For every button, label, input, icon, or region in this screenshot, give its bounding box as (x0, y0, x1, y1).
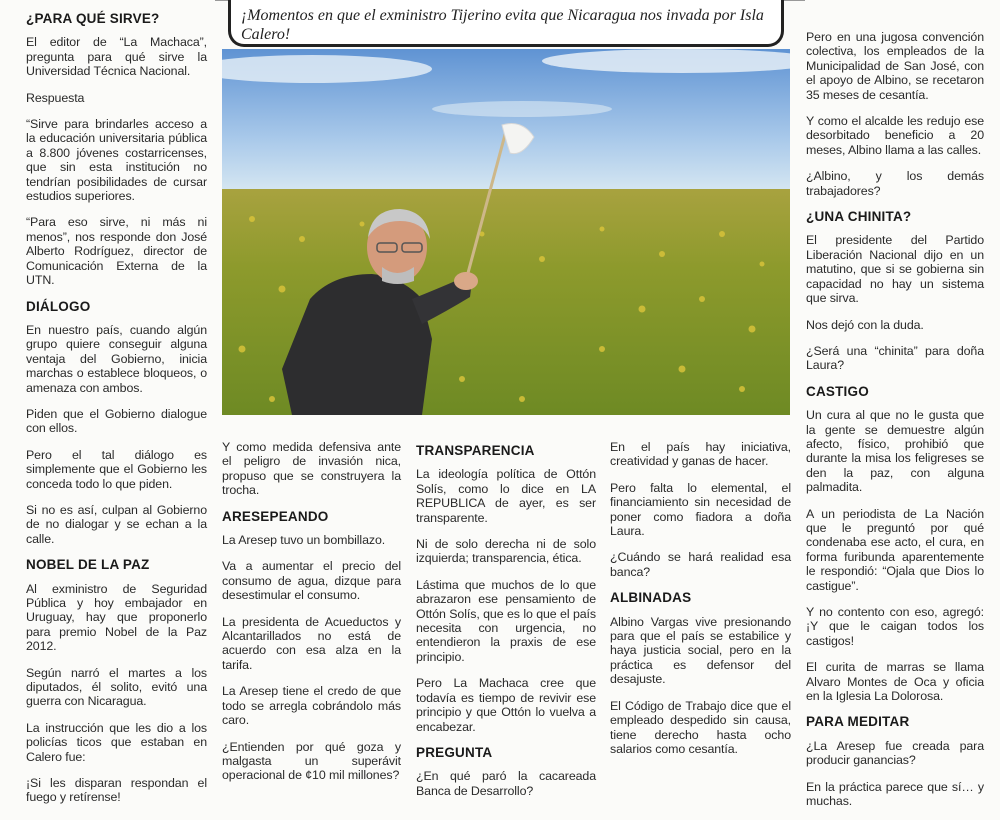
paragraph: En la práctica parece que sí… y muchas. (806, 779, 984, 809)
paragraph: Lástima que muchos de lo que abrazaron ese pensamiento de Ottón Solís, que es lo que el país necesita con urgencia, no entendieron la praxis de ese principio. (416, 577, 596, 664)
section-heading: PARA MEDITAR (806, 714, 910, 730)
paragraph: ¿Entienden por qué goza y malgasta un superávit operacional de ¢10 mil millones? (222, 739, 401, 783)
paragraph: Según narró el martes a los diputados, él solito, evitó una guerra con Nicaragua. (26, 665, 207, 709)
paragraph: En nuestro país, cuando algún grupo quiere conseguir alguna ventaja del Gobierno, inicia marchas o establece bloqueos, o amenaza con ambos. (26, 322, 207, 395)
photo-caption (228, 0, 784, 47)
photo-man-with-white-flag-in-field (222, 49, 790, 415)
section-heading: NOBEL DE LA PAZ (26, 557, 150, 573)
column-4 (610, 440, 791, 768)
section-heading: ALBINADAS (610, 590, 692, 606)
section-heading: DIÁLOGO (26, 298, 91, 314)
section-heading: ¿UNA CHINITA? (806, 209, 912, 225)
paragraph: Al exministro de Seguridad Pública y hoy embajador en Uruguay, hay que proponerlo para premio Nobel de la Paz 2012. (26, 581, 207, 654)
paragraph: ¡Si les disparan respondan el fuego y retírense! (26, 776, 207, 805)
paragraph: Respuesta (26, 90, 85, 105)
column-1 (26, 8, 207, 817)
paragraph: En el país hay iniciativa, creatividad y ganas de hacer. (610, 440, 791, 469)
paragraph: La instrucción que les dio a los policías ticos que estaban en Calero fue: (26, 720, 207, 764)
column-2 (222, 440, 401, 795)
paragraph: El editor de “La Machaca”, pregunta para qué sirve la Universidad Técnica Nacional. (26, 35, 207, 79)
section-heading: TRANSPARENCIA (416, 443, 535, 458)
paragraph: A un periodista de La Nación que le preguntó por qué condenaba ese acto, el cura, en forma furibunda aparentemente le respondió: “Ojala que Dios lo castigue”. (806, 506, 984, 593)
paragraph: Y como medida defensiva ante el peligro de invasión nica, propuso que se construyera la trocha. (222, 440, 401, 498)
paragraph: Nos dejó con la duda. (806, 317, 924, 332)
paragraph: ¿Cuándo se hará realidad esa banca? (610, 550, 791, 579)
paragraph: Pero La Machaca cree que todavía es tiempo de revivir ese principio y que Ottón lo vuelva a encabezar. (416, 676, 596, 734)
paragraph: El curita de marras se llama Alvaro Montes de Oca y oficia en la Iglesia La Dolorosa. (806, 660, 984, 704)
section-heading: CASTIGO (806, 383, 869, 399)
paragraph: ¿Albino, y los demás trabajadores? (806, 169, 984, 198)
paragraph: Y no contento con eso, agregó: ¡Y que le caigan todos los castigos! (806, 605, 984, 648)
paragraph: Un cura al que no le gusta que la gente se demuestre algún afecto, físico, prohibió que durante la misa los feligreses se den la paz, con alguna palmadita. (806, 408, 984, 495)
paragraph: “Para eso sirve, ni más ni menos”, nos responde don José Alberto Rodríguez, director de Comunicación Externa de la UTN. (26, 215, 207, 288)
paragraph: La presidenta de Acueductos y Alcantarillados no está de acuerdo con esa alza en la tarifa. (222, 614, 401, 672)
section-heading: PREGUNTA (416, 744, 493, 760)
section-heading: ARESEPEANDO (222, 508, 329, 524)
paragraph: “Sirve para brindarles acceso a la educación universitaria pública a 8.800 jóvenes costarricenses, que sin esta institución no tendrían posibilidades de cursar estudios superiores. (26, 117, 207, 204)
paragraph: La ideología política de Ottón Solís, como lo dice en LA REPUBLICA de ayer, es ser transparente. (416, 467, 596, 525)
caption-text: ¡Momentos en que el exministro Tijerino evita que Nicaragua nos invada por Isla Calero! (241, 7, 764, 43)
paragraph: La Aresep tuvo un bombillazo. (222, 533, 386, 548)
column-3 (416, 440, 596, 810)
paragraph: Va a aumentar el precio del consumo de agua, dizque para desestimular el consumo. (222, 559, 401, 603)
paragraph: Y como el alcalde les redujo ese desorbitado beneficio a 20 meses, Albino llama a las calles. (806, 114, 984, 157)
paragraph: Pero falta lo elemental, el financiamiento sin necesidad de poner como fiadora a doña Laura. (610, 480, 791, 539)
paragraph: Si no es así, culpan al Gobierno de no dialogar y se echan a la calle. (26, 502, 207, 546)
paragraph: La Aresep tiene el credo de que todo se arregla cobrándolo más caro. (222, 684, 401, 728)
paragraph: Pero en una jugosa convención colectiva, los empleados de la Municipalidad de San José, con el apoyo de Albino, se recetaron 35 meses de cesantía. (806, 30, 984, 102)
column-5 (806, 30, 984, 820)
paragraph: Pero el tal diálogo es simplemente que el Gobierno les conceda todo lo que piden. (26, 447, 207, 491)
paragraph: El Código de Trabajo dice que el empleado despedido sin causa, tiene derecho hasta ocho salarios como cesantía. (610, 698, 791, 756)
paragraph: El presidente del Partido Liberación Nacional dijo en un matutino, que si se gobierna sin capacidad no hay un sistema que sirva. (806, 233, 984, 306)
paragraph: Piden que el Gobierno dialogue con ellos. (26, 406, 207, 436)
paragraph: Ni de solo derecha ni de solo izquierda; transparencia, ética. (416, 537, 596, 566)
paragraph: ¿Será una “chinita” para doña Laura? (806, 343, 984, 373)
section-heading: ¿PARA QUÉ SIRVE? (26, 11, 160, 26)
paragraph: Albino Vargas vive presionando para que el país se estabilice y haya justicia social, pero en la práctica es defensor del desajuste. (610, 614, 791, 687)
paragraph: ¿La Aresep fue creada para producir ganancias? (806, 738, 984, 768)
paragraph: ¿En qué paró la cacareada Banca de Desarrollo? (416, 769, 596, 798)
